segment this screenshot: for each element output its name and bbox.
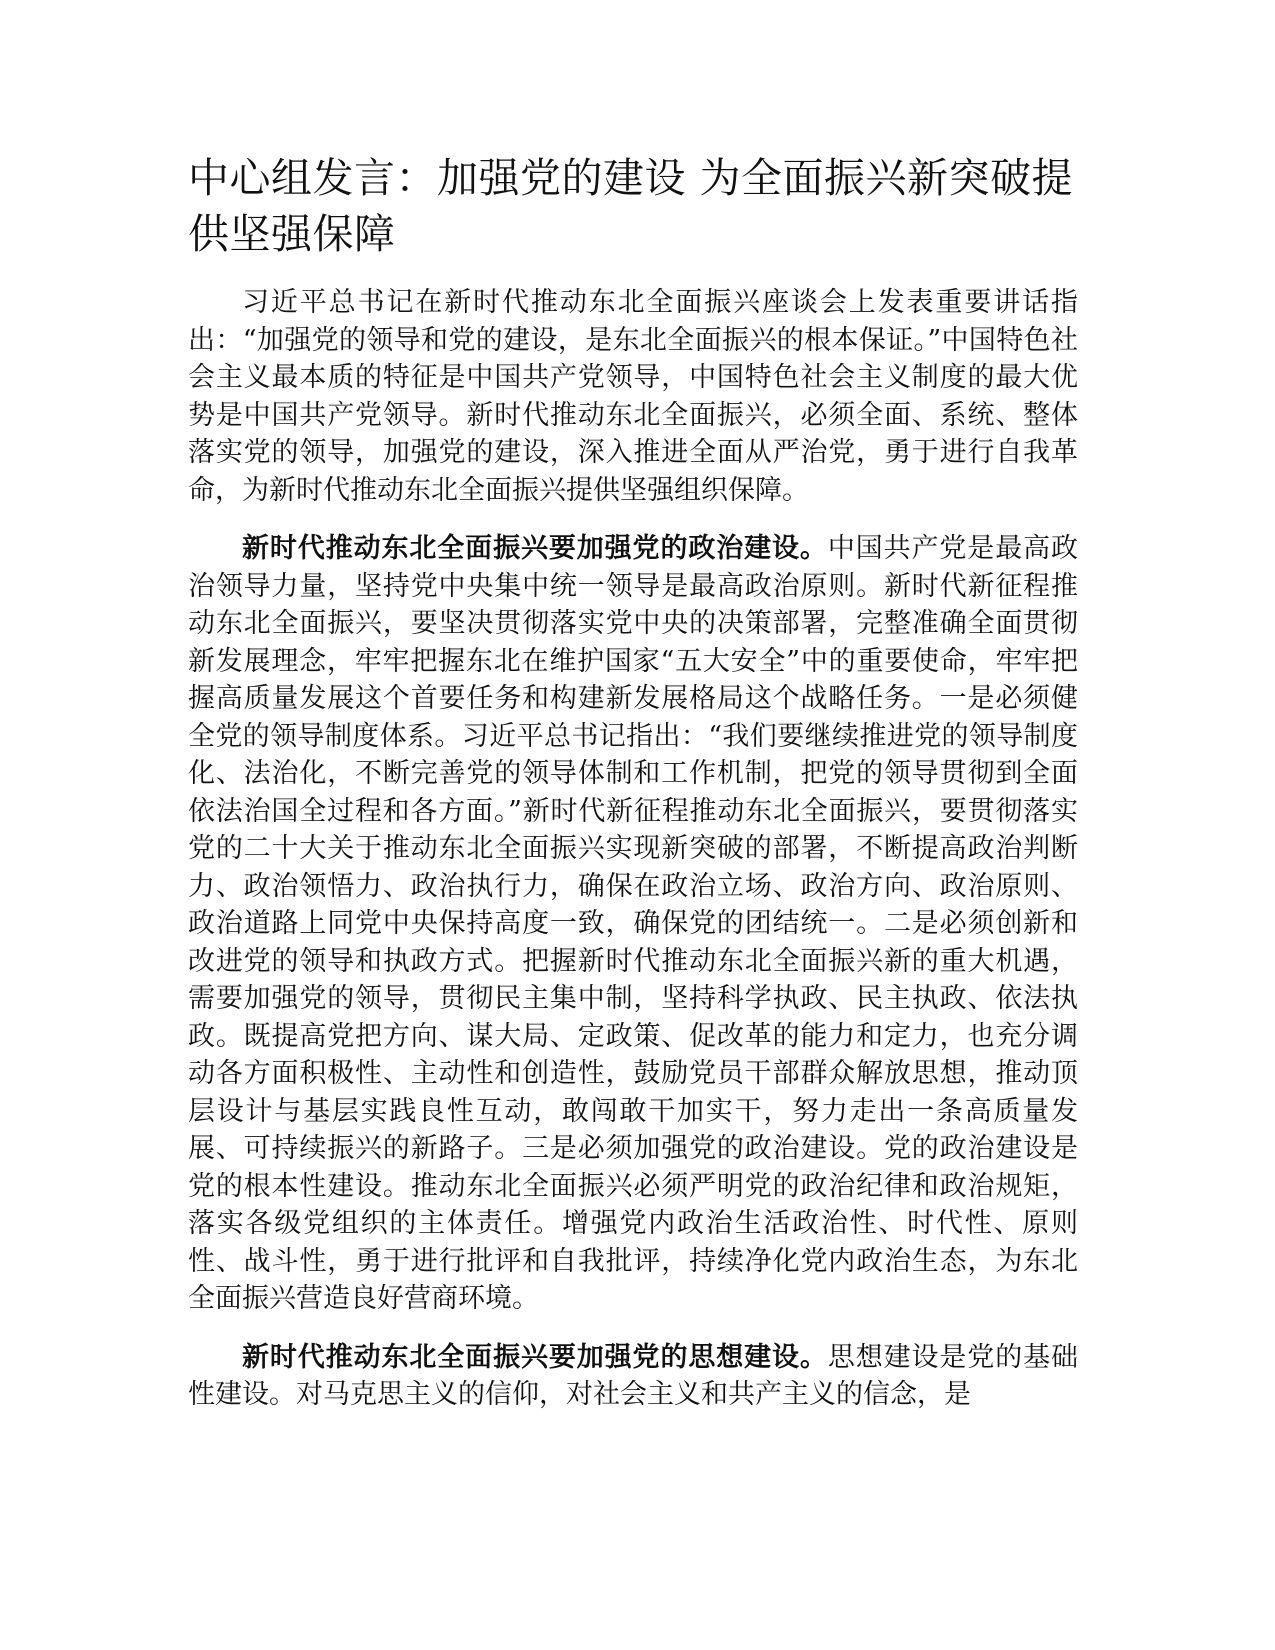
document-title: 中心组发言：加强党的建设 为全面振兴新突破提供坚强保障 — [188, 154, 1074, 258]
paragraph-ideological-building — [188, 1339, 1078, 1414]
paragraph-text: 习近平总书记在新时代推动东北全面振兴座谈会上发表重要讲话指出：“加强党的领导和党的建设，是东北全面振兴的根本保证。”中国特色社会主义最本质的特征是中国共产党领导，中国特色社会主义制度的最大优势是中国共产党领导。新时代推动东北全面振兴，必须全面、系统、整体落实党的领导，加强党的建设，深入推进全面从严治党，勇于进行自我革命，为新时代推动东北全面振兴提供坚强组织保障。 — [188, 287, 1078, 506]
paragraph-intro — [188, 284, 1078, 509]
paragraph-lead-heading: 新时代推动东北全面振兴要加强党的思想建设。 — [242, 1341, 828, 1373]
paragraph-text: 思想建设是党的基础性建设。对马克思主义的信仰，对社会主义和共产主义的信念，是 — [188, 1341, 1079, 1410]
document-page — [188, 150, 1078, 1414]
paragraph-political-building — [188, 530, 1078, 1318]
paragraph-lead-heading: 新时代推动东北全面振兴要加强党的政治建设。 — [242, 533, 828, 564]
paragraph-text: 中国共产党是最高政治领导力量，坚持党中央集中统一领导是最高政治原则。新时代新征程推动东北全面振兴，要坚决贯彻落实党中央的决策部署，完整准确全面贯彻新发展理念，牢牢把握东北在维护国家“五大安全”中的重要使命，牢牢把握高质量发展这个首要任务和构建新发展格局这个战略任务。一是必须健全党的领导制度体系。习近平总书记指出：“我们要继续推进党的领导制度化、法治化，不断完善党的领导体制和工作机制，把党的领导贯彻到全面依法治国全过程和各方面。”新时代新征程推动东北全面振兴，要贯彻落实党的二十大关于推动东北全面振兴实现新突破的部署，不断提高政治判断力、政治领悟力、政治执行力，确保在政治立场、政治方向、政治原则、政治道路上同党中央保持高度一致，确保党的团结统一。二是必须创新和改进党的领导和执政方式。把握新时代推动东北全面振兴新的重大机遇，需要加强党的领导，贯彻民主集中制，坚持科学执政、民主执政、依法执政。既提高党把方向、谋大局、定政策、促改革的能力和定力，也充分调动各方面积极性、主动性和创造性，鼓励党员干部群众解放思想，推动顶层设计与基层实践良性互动，敢闯敢干加实干，努力走出一条高质量发展、可持续振兴的新路子。三是必须加强党的政治建设。党的政治建设是党的根本性建设。推动东北全面振兴必须严明党的政治纪律和政治规矩，落实各级党组织的主体责任。增强党内政治生活政治性、时代性、原则性、战斗性，勇于进行批评和自我批评，持续净化党内政治生态，为东北全面振兴营造良好营商环境。 — [188, 533, 1079, 1314]
